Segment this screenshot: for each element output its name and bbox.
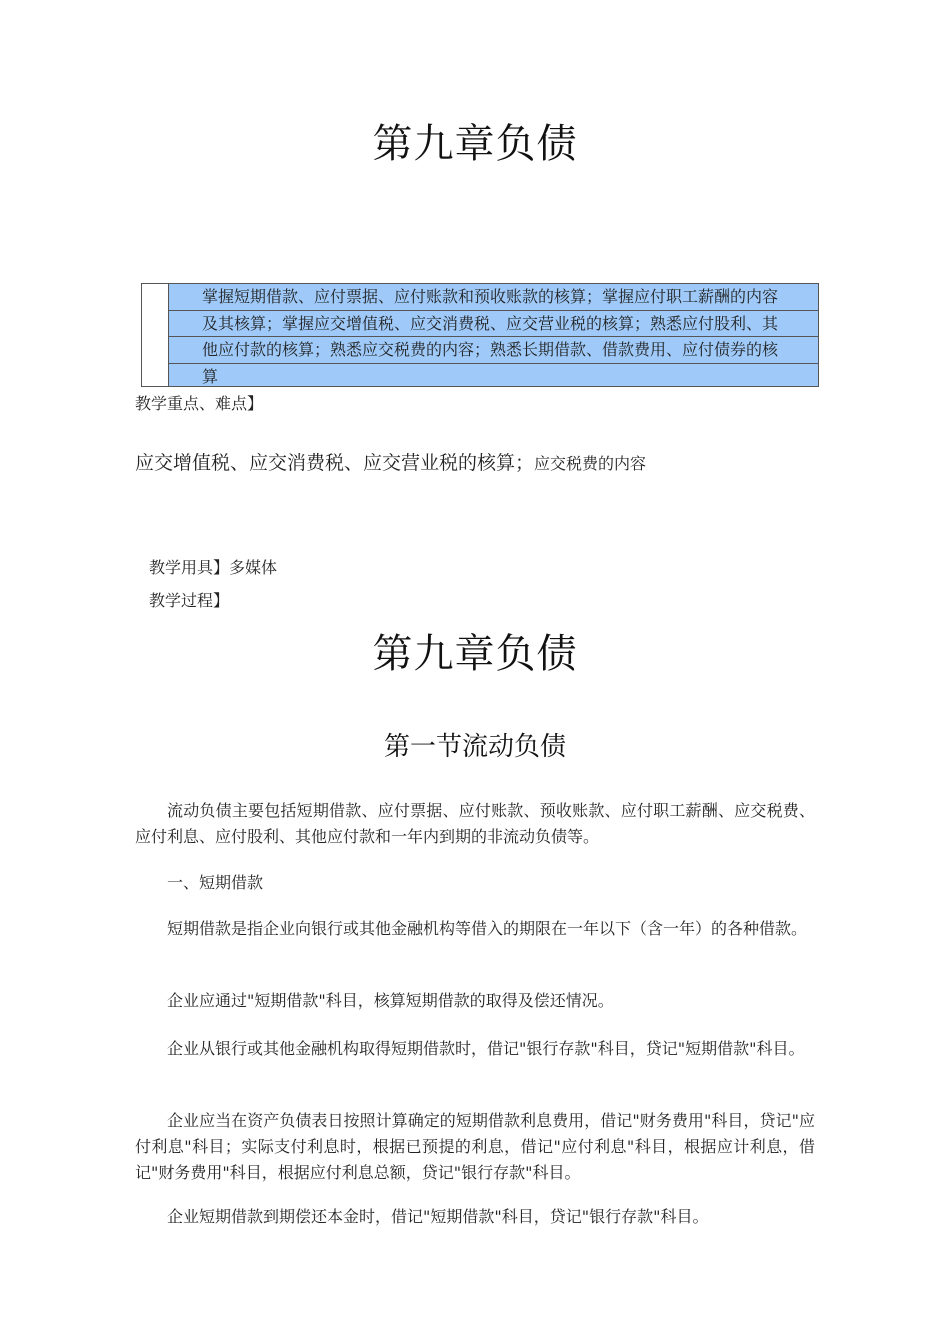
objectives-box	[141, 283, 819, 387]
key-points-extra: 应交税费的内容	[534, 454, 647, 473]
paragraph: 短期借款是指企业向银行或其他金融机构等借入的期限在一年以下（含一年）的各种借款。	[167, 919, 808, 938]
paragraph: 流动负债主要包括短期借款、应付票据、应付账款、预收账款、应付职工薪酬、应交税费、应付利息、应付股利、其他应付款和一年内到期的非流动负债等。	[135, 801, 815, 846]
teaching-process: 教学过程】	[149, 591, 230, 610]
paragraph: 企业应当在资产负债表日按照计算确定的短期借款利息费用，借记"财务费用"科目，贷记"应付利息"科目；实际支付利息时，根据已预提的利息，借记"应付利息"科目，根据应计利息，借记"财务费用"科目，根据应付利息总额，贷记"银行存款"科目。	[135, 1111, 815, 1182]
objectives-line: 及其核算；掌握应交增值税、应交消费税、应交营业税的核算；熟悉应付股利、其	[169, 311, 818, 338]
paragraph: 企业应通过"短期借款"科目，核算短期借款的取得及偿还情况。	[167, 991, 614, 1010]
chapter-title-repeat: 第九章负债	[372, 631, 578, 677]
subheading: 一、短期借款	[167, 873, 264, 892]
chapter-title: 第九章负债	[372, 121, 578, 167]
teaching-tools: 教学用具】多媒体	[149, 558, 278, 577]
objectives-highlight	[168, 283, 819, 387]
section-title: 第一节流动负债	[383, 732, 566, 762]
objectives-line: 算	[202, 366, 219, 386]
key-points-content	[135, 448, 646, 475]
objectives-line: 他应付款的核算；熟悉应交税费的内容；熟悉长期借款、借款费用、应付债券的核	[169, 337, 818, 364]
key-points-main: 应交增值税、应交消费税、应交营业税的核算；	[135, 452, 535, 474]
objectives-line: 掌握短期借款、应付票据、应付账款和预收账款的核算；掌握应付职工薪酬的内容	[169, 284, 818, 311]
key-points-label: 教学重点、难点】	[135, 394, 264, 413]
paragraph: 企业从银行或其他金融机构取得短期借款时，借记"银行存款"科目，贷记"短期借款"科目。	[167, 1039, 805, 1058]
paragraph: 企业短期借款到期偿还本金时，借记"短期借款"科目，贷记"银行存款"科目。	[167, 1207, 709, 1226]
